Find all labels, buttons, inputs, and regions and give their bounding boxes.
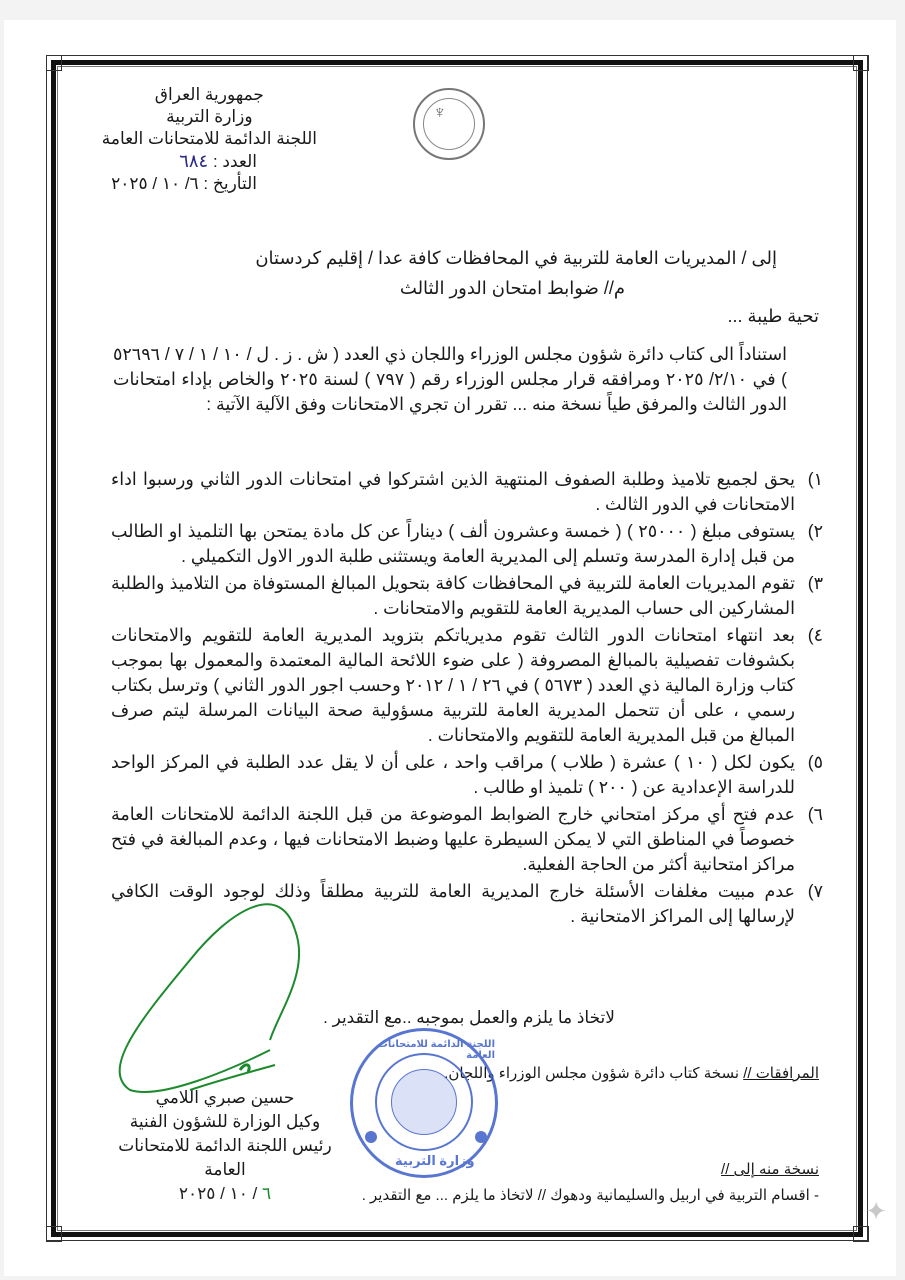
stamp-bottom-text: وزارة التربية xyxy=(395,1153,475,1168)
country-name: جمهورية العراق xyxy=(154,85,264,104)
item-number: ٤) xyxy=(807,625,823,645)
item-text: عدم مبيت مغلفات الأسئلة خارج المديرية العامة للتربية مطلقاً وذلك لوجود الوقت الكافي لإرسالها إلى المراكز الامتحانية . xyxy=(111,881,795,926)
cc-item: - اقسام التربية في اربيل والسليمانية ودهوك // لاتخاذ ما يلزم ... مع التقدير . xyxy=(361,1187,819,1204)
emblem-inner-ring xyxy=(423,98,475,150)
list-item xyxy=(111,467,823,517)
item-text: عدم فتح أي مركز امتحاني خارج الضوابط الموضوعة من قبل اللجنة الدائمة للامتحانات العامة خصوصاً في المناطق التي لا يمكن السيطرة عليها وضبط الامتحانات فيها ، وعدم المبالغة في فتح مراكز امتحانية أكثر من الحاجة الفعلية. xyxy=(111,804,795,874)
signature-date xyxy=(115,1182,335,1206)
list-item xyxy=(111,802,823,877)
committee-name: اللجنة الدائمة للامتحانات العامة xyxy=(101,129,317,148)
list-item xyxy=(111,519,823,569)
stamp-top-text: اللجنة الدائمة للامتحانات العامة xyxy=(377,1039,495,1061)
item-number: ٢) xyxy=(807,521,823,541)
attachments-line xyxy=(444,1064,819,1082)
signature-date-day: ٦ xyxy=(262,1184,272,1203)
item-number: ١) xyxy=(807,469,823,489)
official-stamp xyxy=(350,1028,498,1178)
border-corner-ornament xyxy=(46,1226,62,1242)
stamp-emblem-icon xyxy=(391,1069,457,1135)
attachments-text: نسخة كتاب دائرة شؤون مجلس الوزراء واللجان. xyxy=(444,1065,744,1082)
palm-tree-icon: ♆ xyxy=(433,102,447,122)
stamp-inner-ring xyxy=(375,1053,473,1151)
list-item xyxy=(111,750,823,800)
signatory-block xyxy=(115,1086,335,1206)
signatory-title: وكيل الوزارة للشؤون الفنية xyxy=(129,1112,321,1131)
addressee-line: إلى / المديريات العامة للتربية في المحافظات كافة عدا / إقليم كردستان xyxy=(255,248,777,268)
item-number: ٥) xyxy=(807,752,823,772)
signatory-title: رئيس اللجنة الدائمة للامتحانات العامة xyxy=(118,1136,332,1179)
document-date xyxy=(102,173,317,195)
watermark-icon: ✦ xyxy=(865,1196,887,1226)
item-text: يحق لجميع تلاميذ وطلبة الصفوف المنتهية الذين اشتركوا في امتحانات الدور الثاني ورسبوا اداء الامتحانات في الدور الثالث . xyxy=(111,469,795,514)
signatory-name: حسين صبري اللامي xyxy=(155,1088,295,1107)
border-corner-ornament xyxy=(46,55,62,71)
date-value: ٦/ ١٠ / ٢٠٢٥ xyxy=(111,174,199,193)
item-text: يستوفى مبلغ ( ٢٥٠٠٠ ) ( خمسة وعشرون ألف ) ديناراً عن كل مادة يمتحن بها التلميذ او الطالب من قبل إدارة المدرسة وتسلم إلى المديرية العامة ويستثنى طلبة الدور الاول التكميلي . xyxy=(111,521,795,566)
list-item xyxy=(111,623,823,748)
stamp-dot-icon xyxy=(475,1131,487,1143)
border-corner-ornament xyxy=(853,55,869,71)
reference-number-label: العدد : xyxy=(212,152,257,171)
greeting: تحية طيبة ... xyxy=(727,306,819,326)
regulations-list xyxy=(111,467,823,931)
intro-text: استناداً الى كتاب دائرة شؤون مجلس الوزراء واللجان ذي العدد ( ش . ز . ل / ١٠ / ١ / ٧ / ٥٢٦٩٦ ) في ٢/١٠/ ٢٠٢٥ ومرافقه قرار مجلس الوزراء رقم ( ٧٩٧ ) لسنة ٢٠٢٥ والخاص بإداء امتحانات الدور الثالث والمرفق طياً نسخة منه ... تقرر ان تجري الامتحانات وفق الآلية الآتية : xyxy=(113,344,787,414)
border-corner-ornament xyxy=(853,1226,869,1242)
item-text: يكون لكل ( ١٠ ) عشرة ( طلاب ) مراقب واحد ، على أن لا يقل عدد الطلبة في المركز الواحد للدراسة الإعدادية عن ( ٢٠٠ ) تلميذ او طالب . xyxy=(111,752,795,797)
ministry-emblem-icon xyxy=(413,88,485,160)
stamp-dot-icon xyxy=(365,1131,377,1143)
item-number: ٦) xyxy=(807,804,823,824)
body-intro-paragraph xyxy=(113,342,813,417)
subject-line: م// ضوابط امتحان الدور الثالث xyxy=(399,278,625,298)
reference-number-value: ٦٨٤ xyxy=(179,151,209,171)
list-item xyxy=(111,571,823,621)
ministry-name: وزارة التربية xyxy=(166,107,253,126)
signature-date-rest: / ١٠ / ٢٠٢٥ xyxy=(178,1184,262,1203)
date-label: التأريخ : xyxy=(203,174,257,193)
item-number: ٣) xyxy=(807,573,823,593)
letterhead xyxy=(102,84,317,195)
reference-number xyxy=(102,150,317,173)
cc-label: نسخة منه إلى // xyxy=(721,1161,819,1178)
closing-line: لاتخاذ ما يلزم والعمل بموجبه ..مع التقدير . xyxy=(323,1008,615,1027)
attachments-label: المرافقات // xyxy=(743,1065,819,1082)
list-item xyxy=(111,879,823,929)
item-text: بعد انتهاء امتحانات الدور الثالث تقوم مديرياتكم بتزويد المديرية العامة للتقويم والامتحانات بكشوفات تفصيلية بالمبالغ المصروفة ( على ضوء اللائحة المالية المعتمدة والمعمول بها بموجب كتاب وزارة المالية ذي العدد ( ٥٦٧٣ ) في ٢٦ / ١ / ٢٠١٢ وحسب اجور الدور الثاني ) وترسل بكتاب رسمي ، على أن تتحمل المديرية العامة للتربية مسؤولية صحة البيانات المرسلة ليتم صرف المبالغ من قبل المديرية العامة للتقويم والامتحانات . xyxy=(111,625,795,745)
item-text: تقوم المديريات العامة للتربية في المحافظات كافة بتحويل المبالغ المستوفاة من التلاميذ والطلبة المشاركين الى حساب المديرية العامة للتقويم والامتحانات . xyxy=(111,573,795,618)
item-number: ٧) xyxy=(807,881,823,901)
